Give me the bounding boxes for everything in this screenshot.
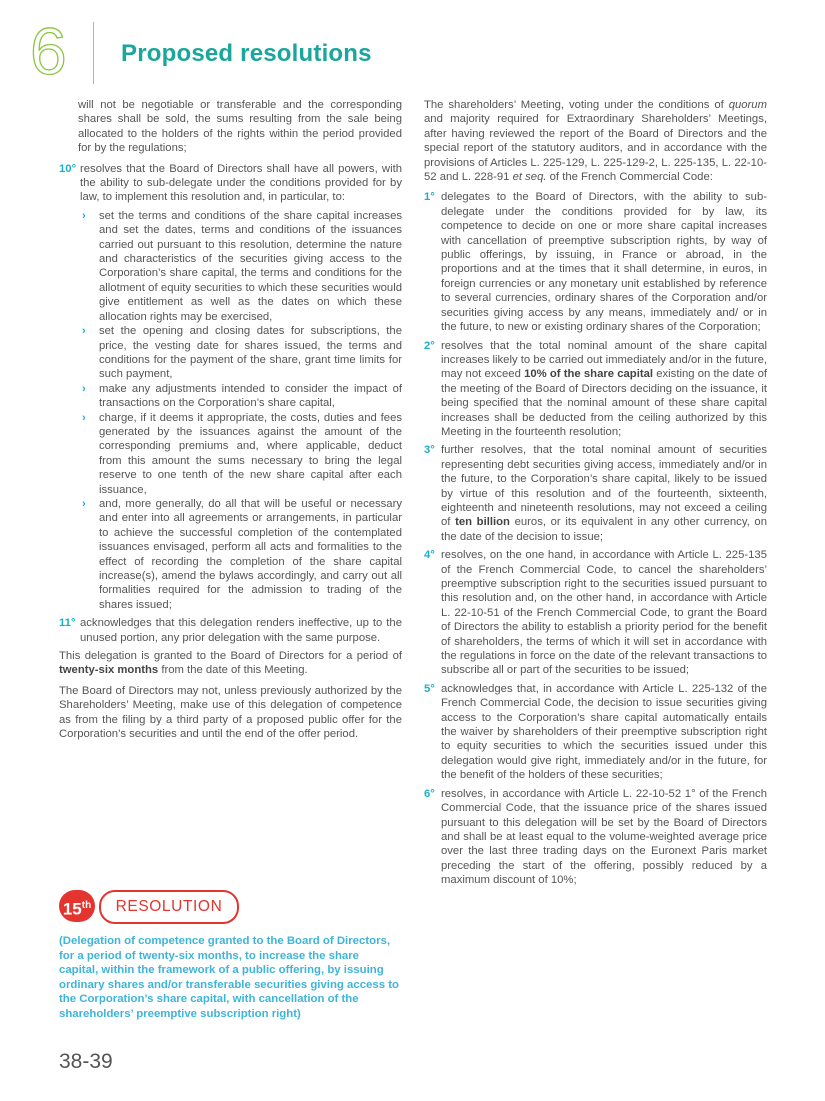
item-number: 11° <box>59 617 76 630</box>
item-number: 2° <box>424 339 435 352</box>
item-1 <box>424 190 767 334</box>
item-text: resolves that the Board of Directors shall have all powers, with the ability to sub-delegate under the conditions provided for by law, to implement this resolution and, in particular, to: <box>80 162 402 204</box>
chapter-number-outline <box>28 18 80 80</box>
resolution-label: RESOLUTION <box>99 890 239 924</box>
item-2: 2° resolves that the total nominal amount of the share capital increases likely to be carried out immediately and/or in the future, may not exceed 10% of the share capital existing on the date of the meeting of the Board of Directors deciding on the issuance, it being specified that the nominal amount of these share capital increases shall be deducted from the ceiling authorized by this Meeting in the fourteenth resolution; <box>424 339 767 438</box>
item-5 <box>424 682 767 783</box>
item-number: 3° <box>424 444 435 457</box>
chevron-right-icon: › <box>82 209 86 222</box>
page-number: 38-39 <box>59 1050 113 1073</box>
item-number: 5° <box>424 682 435 695</box>
item-text: acknowledges that this delegation renders ineffective, up to the unused portion, any prior delegation with the same purpose. <box>80 617 402 644</box>
item-text: resolves, in accordance with Article L. 22-10-52 1° of the French Commercial Code, that the issuance price of the shares issued pursuant to this delegation will be set by the Board of Directors and shall be at least equal to the volume-weighted average price over the last three trading days on the Euronext Paris market preceding the start of the offering, possibly reduced by a maximum discount of 10%; <box>441 787 767 887</box>
chevron-right-icon: › <box>82 325 86 338</box>
item-number: 6° <box>424 787 435 800</box>
list-item: › set the terms and conditions of the share capital increases and set the dates, terms and conditions of the issuances carried out pursuant to this resolution, determine the nature and characteristics of the securities giving access to the Corporation’s share capital, the terms and conditions for the allotment of equity securities to which these securities would give entitlement as well as the dates on which these allocation rights may be exercised, <box>82 209 402 323</box>
delegation-period-paragraph: This delegation is granted to the Board of Directors for a period of twenty-six months from the date of this Meeting. <box>59 650 402 677</box>
item-number: 10° <box>59 162 77 175</box>
item-3: 3° further resolves, that the total nominal amount of securities representing debt securities giving access, immediately and/or in the future, to the Corporation’s share capital, likely to be issued by virtue of this resolution and of the fourteenth, sixteenth, eighteenth and nineteenth resolutions, may not exceed a ceiling of ten billion euros, or its equivalent in any other currency, on the date of the decision to issue; <box>424 444 767 543</box>
item-10 <box>59 162 402 205</box>
svg-text:6: 6 <box>30 18 67 80</box>
chevron-right-icon: › <box>82 382 86 395</box>
resolution-description: (Delegation of competence granted to the Board of Directors, for a period of twenty-six months, to increase the share capital, within the framework of a public offering, by issuing ordinary shares and/or transferable securities giving access to the Corporation’s share capital, with cancellation of the shareholders’ preemptive subscription right) <box>59 935 399 1020</box>
item-6 <box>424 787 767 888</box>
chevron-right-icon: › <box>82 411 86 424</box>
item-4 <box>424 548 767 678</box>
item-number: 4° <box>424 549 435 562</box>
continued-paragraph: will not be negotiable or transferable and the corresponding shares shall be sold, the sums resulting from the sale being allocated to the holders of the rights within the period provided for by the regulations; <box>78 99 402 155</box>
page-title: Proposed resolutions <box>121 40 372 67</box>
item-number: 1° <box>424 191 435 204</box>
list-item: › set the opening and closing dates for subscriptions, the price, the vesting date for shares issued, the terms and conditions for the payment of the share, grant time limits for such payment, <box>82 325 402 381</box>
item-text: acknowledges that, in accordance with Article L. 225-132 of the French Commercial Code, the decision to issue securities giving access to the Corporation’s share capital automatically entails the waiver by shareholders of their preemptive subscription right to equity securities to which the securities issued under this delegation would give right, immediately and/or in the future, for the benefit of the holders of these securities; <box>441 682 767 782</box>
bullet-list <box>59 209 402 612</box>
chapter-number <box>28 18 80 80</box>
preamble-paragraph: The shareholders’ Meeting, voting under the conditions of quorum and majority required for Extraordinary Shareholders’ Meetings, after having reviewed the report of the Board of Directors and the special report of the statutory auditors, and in accordance with the provisions of Articles L. 225-129, L. 225-129-2, L. 225-135, L. 22-10-52 and L. 228-91 et seq. of the French Commercial Code: <box>424 99 767 184</box>
chevron-right-icon: › <box>82 497 86 510</box>
item-11 <box>59 616 402 645</box>
item-text: delegates to the Board of Directors, with the ability to sub-delegate under the conditions provided for by law, its competence to decide on one or more share capital increases with cancellation of preemptive subscription rights, by way of public offerings, by issuing, in France or abroad, in the proportions and at the times that it shall determine, in euros, in foreign currencies or any monetary unit established by reference to several currencies, ordinary shares of the Corporation and/or securities giving access by any means, immediately and/ or in the future, to new or existing ordinary shares of the Corporation; <box>441 191 767 334</box>
item-text: resolves, on the one hand, in accordance with Article L. 225-135 of the French Commercial Code, to cancel the shareholders’ preemptive subscription right to the securities issued pursuant to this resolution and, on the other hand, in accordance with Article L. 22-10-51 of the French Commercial Code, to grant the Board of Directors the ability to establish a priority period for the benefit of shareholders, the terms of which it will set in accordance with the regulations in force on the date of the relevant transactions to subscribe all or part of the securities to be issued; <box>441 549 767 677</box>
list-item: › charge, if it deems it appropriate, the costs, duties and fees generated by the issuances against the amount of the corresponding premiums and, where applicable, deduct from this amount the sums necessary to bring the legal reserve to one tenth of the new share capital after each issuance, <box>82 411 402 496</box>
header-divider <box>93 22 94 84</box>
list-item: › make any adjustments intended to consider the impact of transactions on the Corporation’s share capital, <box>82 382 402 410</box>
resolution-number: 15th <box>59 890 95 922</box>
public-offer-paragraph: The Board of Directors may not, unless previously authorized by the Shareholders’ Meeting, make use of this delegation of competence as from the filing by a third party of a proposed public offer for the Corporation’s securities and until the end of the offer period. <box>59 684 402 741</box>
left-column <box>59 98 402 747</box>
right-column <box>424 98 767 892</box>
list-item: › and, more generally, do all that will be useful or necessary and enter into all agreements or arrangements, in particular to achieve the successful completion of the contemplated issuances envisaged, perform all acts and formalities to the effect of recording the completion of the share capital increase(s), amend the bylaws accordingly, and carry out all formalities required for the admission to trading of the shares issued; <box>82 497 402 611</box>
